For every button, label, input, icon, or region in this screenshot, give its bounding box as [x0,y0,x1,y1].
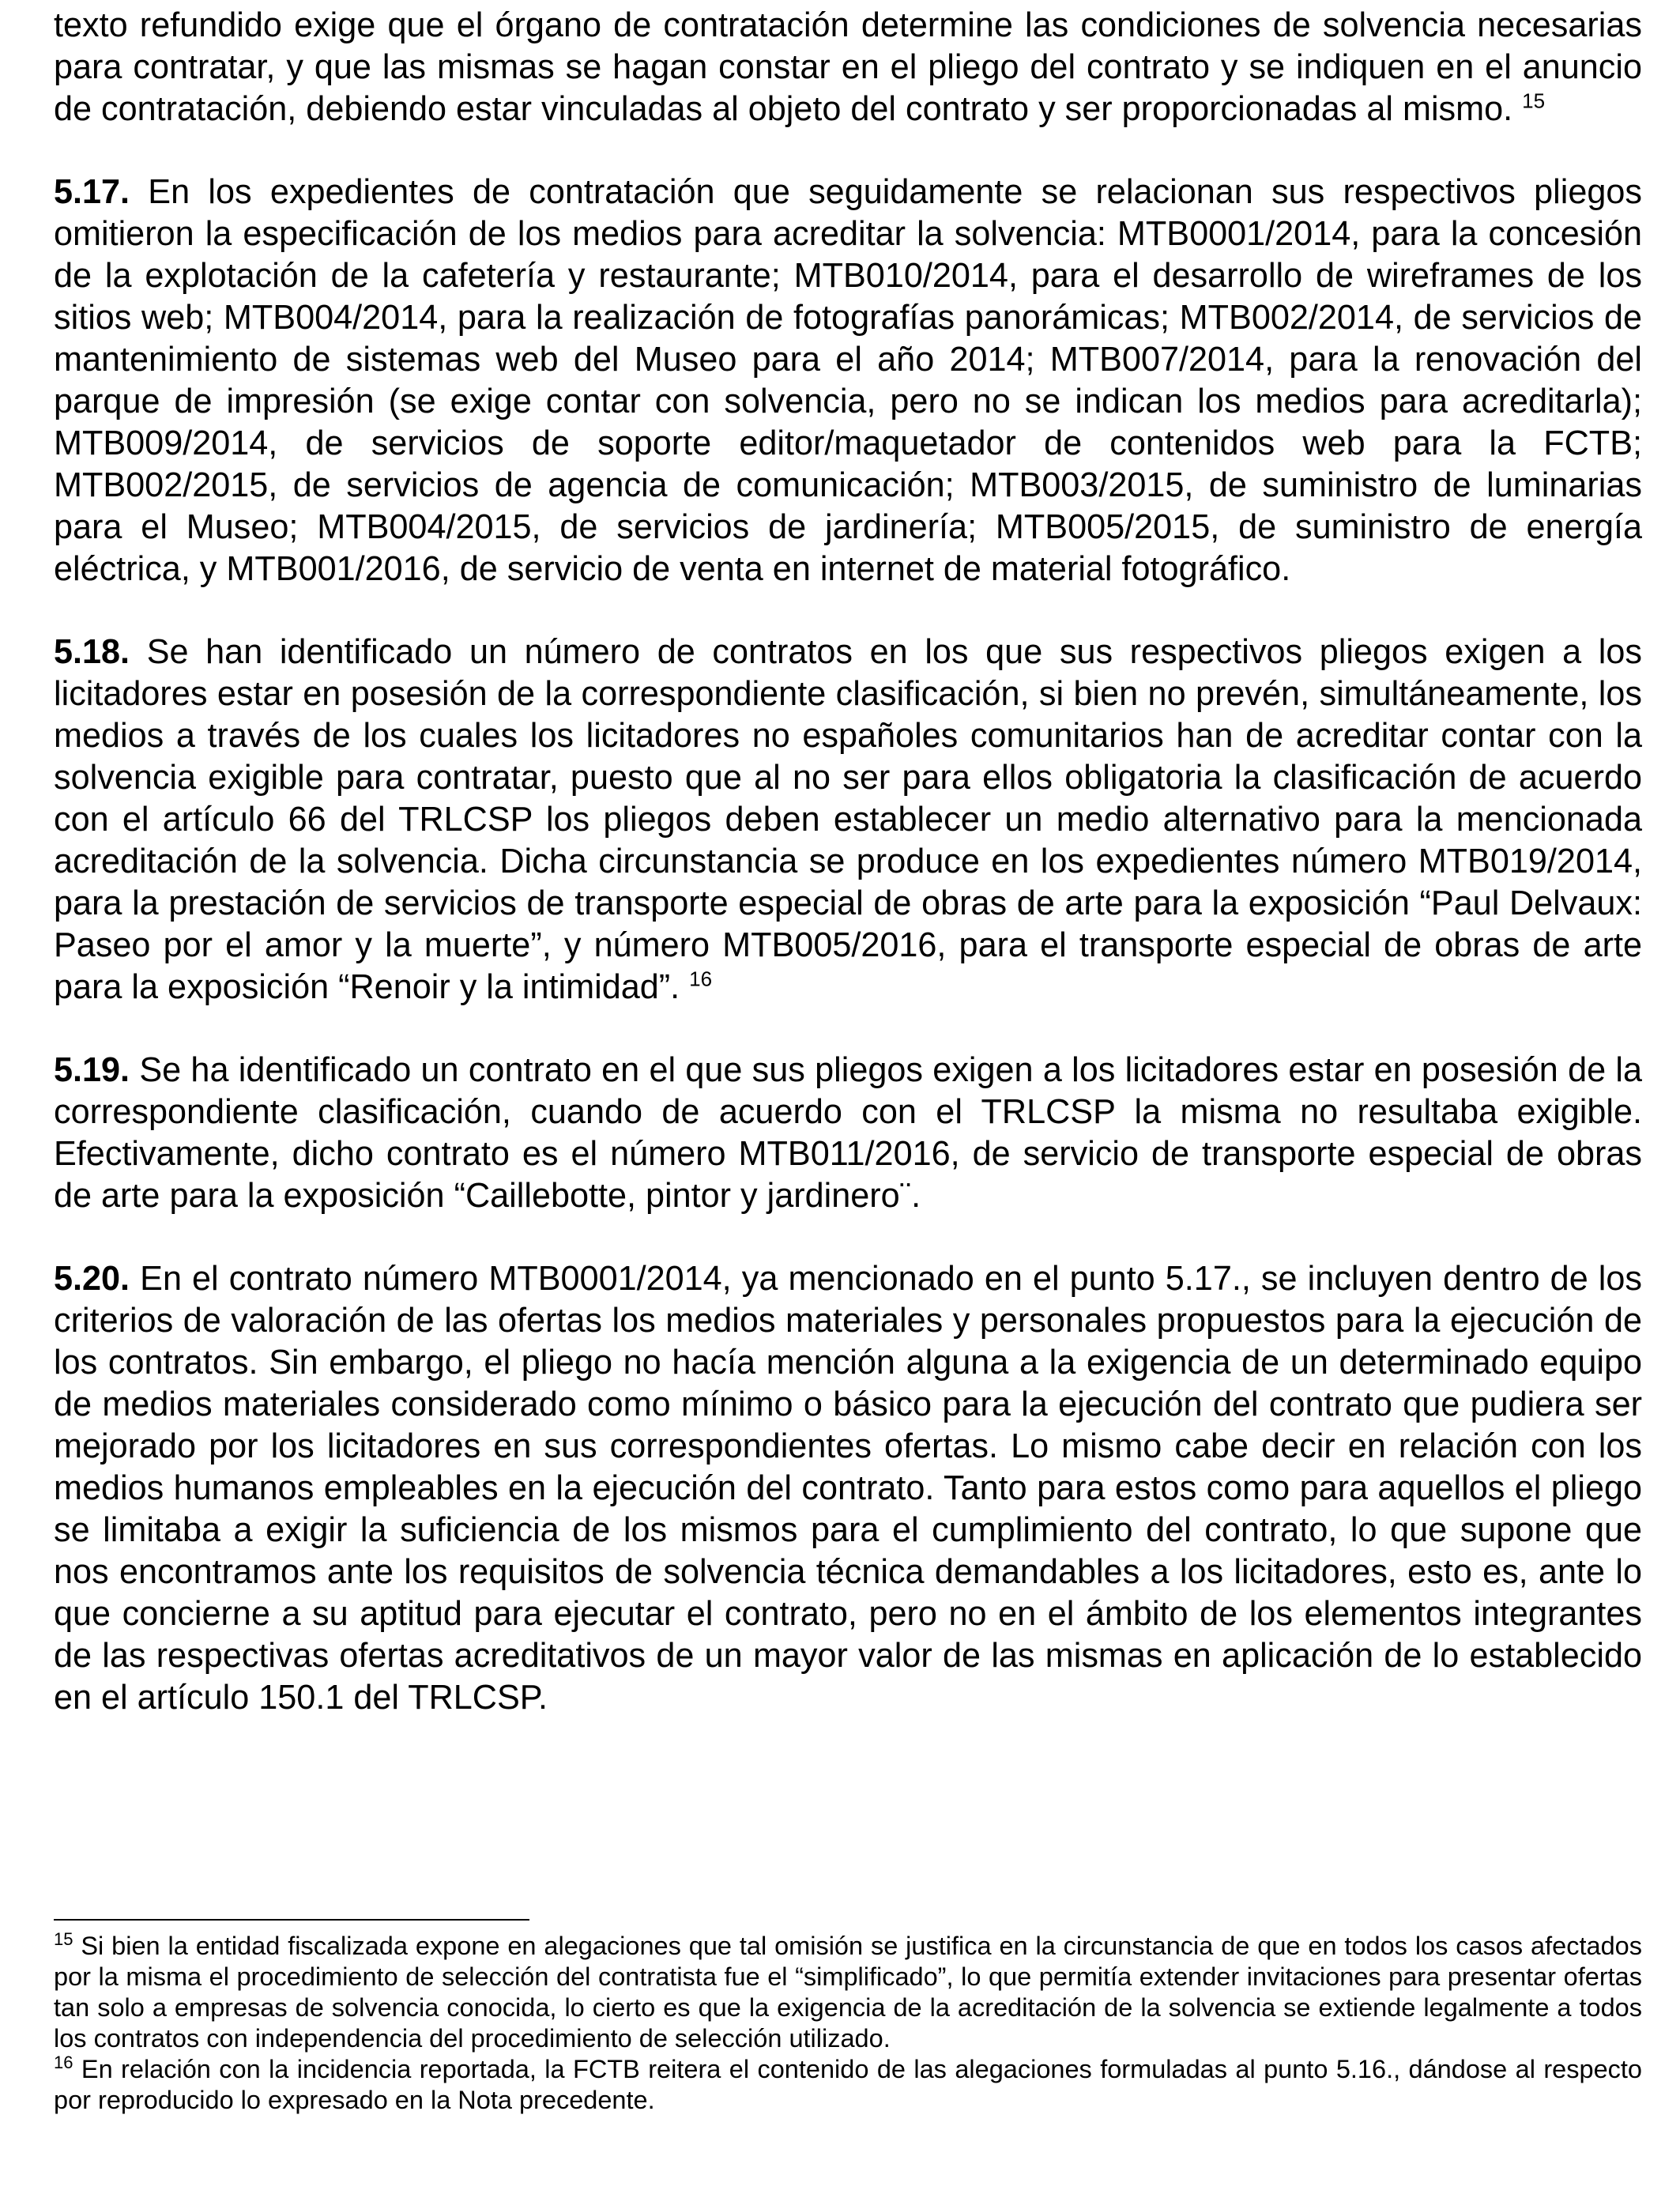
paragraph-5-17 [54,172,1642,590]
footnote-reference[interactable]: 15 [1522,89,1546,113]
footnote-text: Si bien la entidad fiscalizada expone en alegaciones que tal omisión se justifica en la circunstancia de que en todos los casos afectados por la misma el procedimiento de selección del contratista fue el “simplificado”, lo que permitía extender invitaciones para presentar ofertas tan solo a empresas de solvencia conocida, lo cierto es que la exigencia de la acreditación de la solvencia se extiende legalmente a todos los contratos con independencia del procedimiento de selección utilizado. [54,1932,1642,2053]
footnote-16 [54,2054,1642,2116]
footnote-separator [54,1919,529,1921]
paragraph-number: 5.19. [54,1051,130,1089]
footnote-marker: 15 [54,1929,73,1950]
paragraph-number: 5.20. [54,1260,130,1298]
paragraph-text: Se han identificado un número de contratos en los que sus respectivos pliegos exigen a los licitadores estar en posesión de la correspondiente clasificación, si bien no prevén, simultáneamente, los medios a través de los cuales los licitadores no españoles comunitarios han de acreditar contar con la solvencia exigible para contratar, puesto que al no ser para ellos obligatoria la clasificación de acuerdo con el artículo 66 del TRLCSP los pliegos deben establecer un medio alternativo para la mencionada acreditación de la solvencia. Dicha circunstancia se produce en los expedientes número MTB019/2014, para la prestación de servicios de transporte especial de obras de arte para la exposición “Paul Delvaux: Paseo por el amor y la muerte”, y número MTB005/2016, para el transporte especial de obras de arte para la exposición “Renoir y la intimidad”. [54,633,1642,1006]
paragraph-5-19 [54,1050,1642,1217]
paragraph-continuation [54,5,1642,130]
paragraph-5-18 [54,631,1642,1008]
footnote-marker: 16 [54,2053,73,2073]
paragraph-5-20 [54,1258,1642,1719]
footnote-reference[interactable]: 16 [689,967,713,991]
paragraph-number: 5.17. [54,173,130,211]
paragraph-text: Se ha identificado un contrato en el que sus pliegos exigen a los licitadores estar en posesión de la correspondiente clasificación, cuando de acuerdo con el TRLCSP la misma no resultaba exigible. Efectivamente, dicho contrato es el número MTB011/2016, de servicio de transporte especial de obras de arte para la exposición “Caillebotte, pintor y jardinero¨. [54,1051,1642,1215]
footnote-15 [54,1931,1642,2054]
footnotes-section [54,1931,1642,2116]
footnote-text: En relación con la incidencia reportada, la FCTB reitera el contenido de las alegaciones formuladas al punto 5.16., dándose al respecto por reproducido lo expresado en la Nota precedente. [54,2055,1642,2114]
paragraph-number: 5.18. [54,633,130,671]
paragraph-text: texto refundido exige que el órgano de contratación determine las condiciones de solvencia necesarias para contratar, y que las mismas se hagan constar en el pliego del contrato y se indiquen en el anuncio de contratación, debiendo estar vinculadas al objeto del contrato y ser proporcionadas al mismo. [54,6,1642,128]
paragraph-text: En el contrato número MTB0001/2014, ya mencionado en el punto 5.17., se incluyen dentro de los criterios de valoración de las ofertas los medios materiales y personales propuestos para la ejecución de los contratos. Sin embargo, el pliego no hacía mención alguna a la exigencia de un determinado equipo de medios materiales considerado como mínimo o básico para la ejecución del contrato que pudiera ser mejorado por los licitadores en sus correspondientes ofertas. Lo mismo cabe decir en relación con los medios humanos empleables en la ejecución del contrato. Tanto para estos como para aquellos el pliego se limitaba a exigir la suficiencia de los mismos para el cumplimiento del contrato, lo que supone que nos encontramos ante los requisitos de solvencia técnica demandables a los licitadores, esto es, ante lo que concierne a su aptitud para ejecutar el contrato, pero no en el ámbito de los elementos integrantes de las respectivas ofertas acreditativos de un mayor valor de las mismas en aplicación de lo establecido en el artículo 150.1 del TRLCSP. [54,1260,1642,1717]
document-body [54,5,1642,1760]
paragraph-text: En los expedientes de contratación que seguidamente se relacionan sus respectivos pliegos omitieron la especificación de los medios para acreditar la solvencia: MTB0001/2014, para la concesión de la explotación de la cafetería y restaurante; MTB010/2014, para el desarrollo de wireframes de los sitios web; MTB004/2014, para la realización de fotografías panorámicas; MTB002/2014, de servicios de mantenimiento de sistemas web del Museo para el año 2014; MTB007/2014, para la renovación del parque de impresión (se exige contar con solvencia, pero no se indican los medios para acreditarla); MTB009/2014, de servicios de soporte editor/maquetador de contenidos web para la FCTB; MTB002/2015, de servicios de agencia de comunicación; MTB003/2015, de suministro de luminarias para el Museo; MTB004/2015, de servicios de jardinería; MTB005/2015, de suministro de energía eléctrica, y MTB001/2016, de servicio de venta en internet de material fotográfico. [54,173,1642,588]
